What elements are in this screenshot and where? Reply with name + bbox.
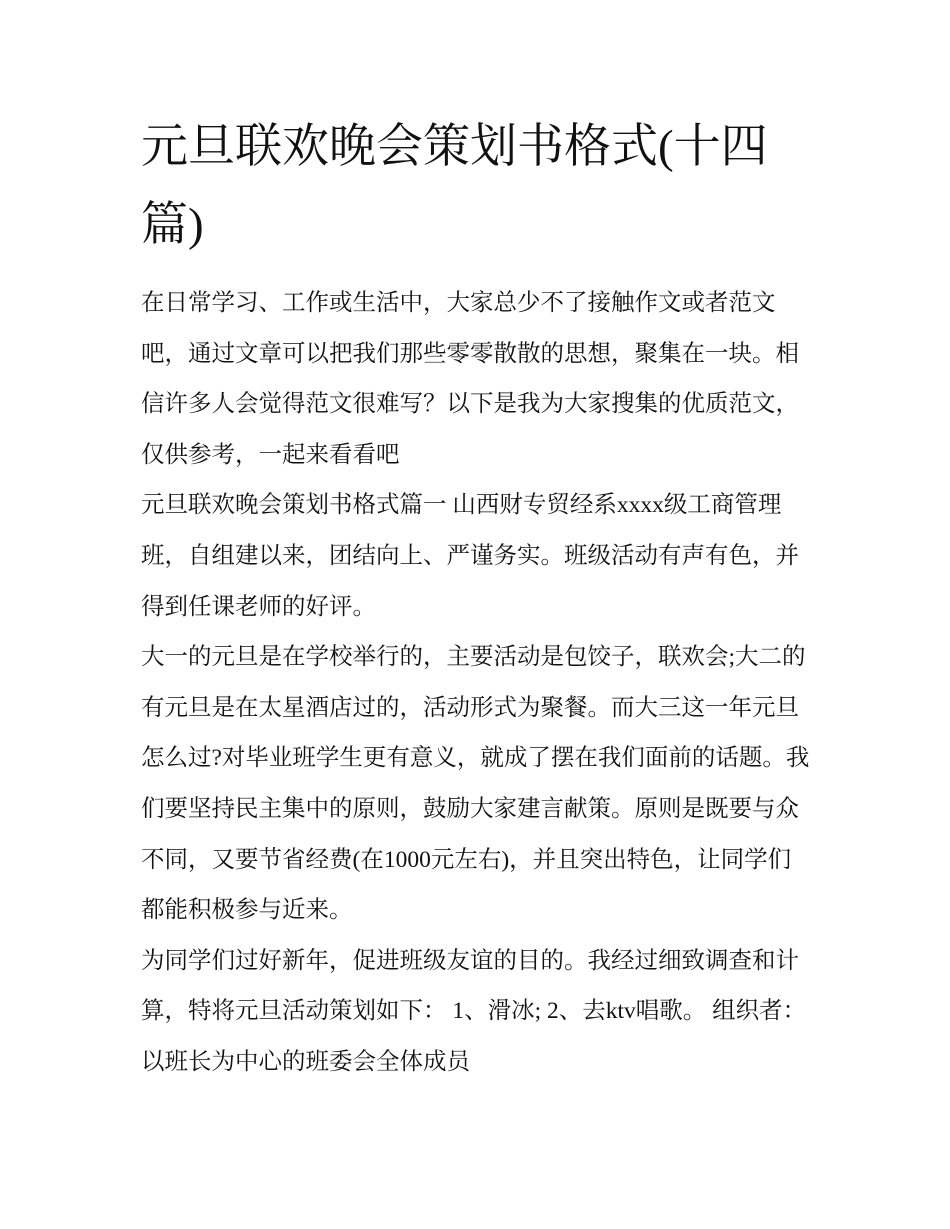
paragraph-class-intro: 元旦联欢晚会策划书格式篇一 山西财专贸经系xxxx级工商管理班，自组建以来，团结向上、严谨务实。班级活动有声有色，并得到任课老师的好评。 <box>141 492 799 620</box>
paragraph-intro: 在日常学习、工作或生活中，大家总少不了接触作文或者范文吧，通过文章可以把我们那些零零散散的思想，聚集在一块。相信许多人会觉得范文很难写？以下是我为大家搜集的优质范文，仅供参考，一起来看看吧 <box>141 290 799 468</box>
document-title: 元旦联欢晚会策划书格式(十四篇) <box>141 121 768 251</box>
paragraph-plan: 为同学们过好新年，促进班级友谊的目的。我经过细致调查和计算，特将元旦活动策划如下： 1、滑冰; 2、去ktv唱歌。 组织者：以班长为中心的班委会全体成员 <box>141 947 807 1075</box>
paragraph-background: 大一的元旦是在学校举行的，主要活动是包饺子，联欢会;大二的有元旦是在太星酒店过的，活动形式为聚餐。而大三这一年元旦怎么过?对毕业班学生更有意义，就成了摆在我们面前的话题。我们要坚持民主集中的原则，鼓励大家建言献策。原则是既要与众不同，又要节省经费(在1000元左右)，并且突出特色，让同学们都能积极参与近来。 <box>141 644 810 924</box>
document-body <box>141 108 813 1088</box>
